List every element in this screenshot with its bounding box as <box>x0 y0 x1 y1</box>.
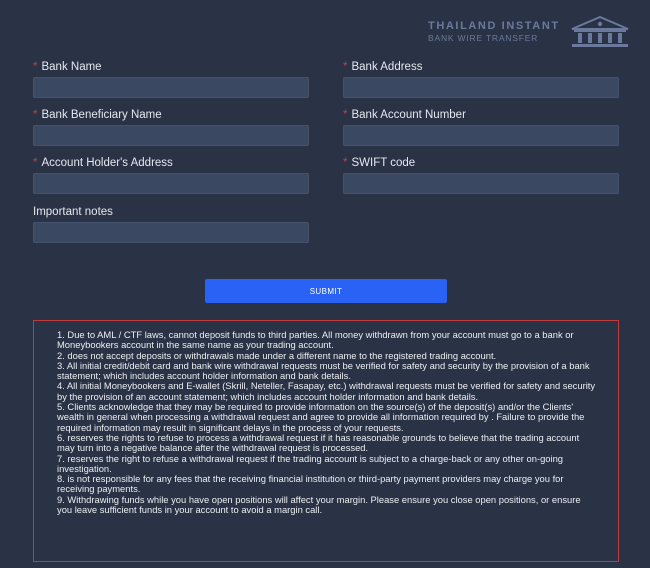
beneficiary-name-label: * Bank Beneficiary Name <box>33 109 162 121</box>
required-marker: * <box>33 61 38 73</box>
required-marker: * <box>33 157 38 169</box>
holder-address-label: * Account Holder's Address <box>33 157 173 169</box>
holder-address-input[interactable] <box>33 173 309 194</box>
terms-item-6: 6. reserves the rights to refuse to process a withdrawal request if it has reasonable grounds to believe that the trading account may turn into a negative balance after the withdrawal request is processed. <box>57 431 580 454</box>
swift-code-label: * SWIFT code <box>343 157 416 169</box>
submit-button[interactable]: SUBMIT <box>205 279 447 303</box>
account-number-input[interactable] <box>343 125 619 146</box>
bank-name-group <box>33 59 309 98</box>
required-marker: * <box>343 109 348 121</box>
swift-code-group <box>343 155 619 194</box>
bank-building-icon <box>570 16 630 48</box>
brand-title: THAILAND INSTANT <box>428 20 560 32</box>
terms-item-8: 8. is not responsible for any fees that the receiving financial institution or third-party payment providers may charge you for receiving payments. <box>57 473 564 495</box>
account-number-label: * Bank Account Number <box>343 109 466 121</box>
brand-subtitle: BANK WIRE TRANSFER <box>428 33 539 43</box>
bank-name-label: * Bank Name <box>33 61 102 73</box>
required-marker: * <box>343 157 348 169</box>
terms-item-1: 1. Due to AML / CTF laws, cannot deposit funds to third parties. All money withdrawn from your account must go to a bank or Moneybookers account in the same name as your trading account. <box>57 329 574 351</box>
terms-item-4: 4. All initial Moneybookers and E-wallet (Skrill, Neteller, Fasapay, etc.) withdrawal requests must be verified for safety and security by the provision of an account statement; which includes account holder information and bank details. <box>57 380 596 402</box>
holder-address-group <box>33 155 309 194</box>
bank-address-input[interactable] <box>343 77 619 98</box>
bank-name-input[interactable] <box>33 77 309 98</box>
brand-logo <box>428 16 630 48</box>
important-notes-label: Important notes <box>33 206 113 218</box>
withdrawal-terms-box <box>33 320 619 562</box>
terms-item-3: 3. All initial credit/debit card and bank wire withdrawal requests must be verified for safety and security by the provision of a bank statement; which includes account holder information and bank details. <box>57 359 590 382</box>
required-marker: * <box>343 61 348 73</box>
beneficiary-name-group <box>33 107 309 146</box>
terms-item-5: 5. Clients acknowledge that they may be required to provide information on the source(s) of the deposit(s) and/or the Clients' wealth in general when processing a withdrawal request and agree to provide all information required by . Failure to provide the required information may result in significant delays in the process of your requests. <box>57 401 585 433</box>
account-number-group <box>343 107 619 146</box>
bank-address-group <box>343 59 619 98</box>
bank-address-label: * Bank Address <box>343 61 423 73</box>
important-notes-group <box>33 204 309 243</box>
important-notes-input[interactable] <box>33 222 309 243</box>
terms-item-7: 7. reserves the right to refuse a withdrawal request if the trading account is subject to a charge-back or any other on-going investigation. <box>57 452 564 474</box>
brand-text <box>428 20 560 44</box>
terms-item-2: 2. does not accept deposits or withdrawals made under a different name to the registered trading account. <box>57 349 497 361</box>
beneficiary-name-input[interactable] <box>33 125 309 146</box>
swift-code-input[interactable] <box>343 173 619 194</box>
required-marker: * <box>33 109 38 121</box>
terms-item-9: 9. Withdrawing funds while you have open positions will affect your margin. Please ensure you close open positions, or ensure you leave sufficient funds in your account to avoid a margin call. <box>57 493 581 516</box>
